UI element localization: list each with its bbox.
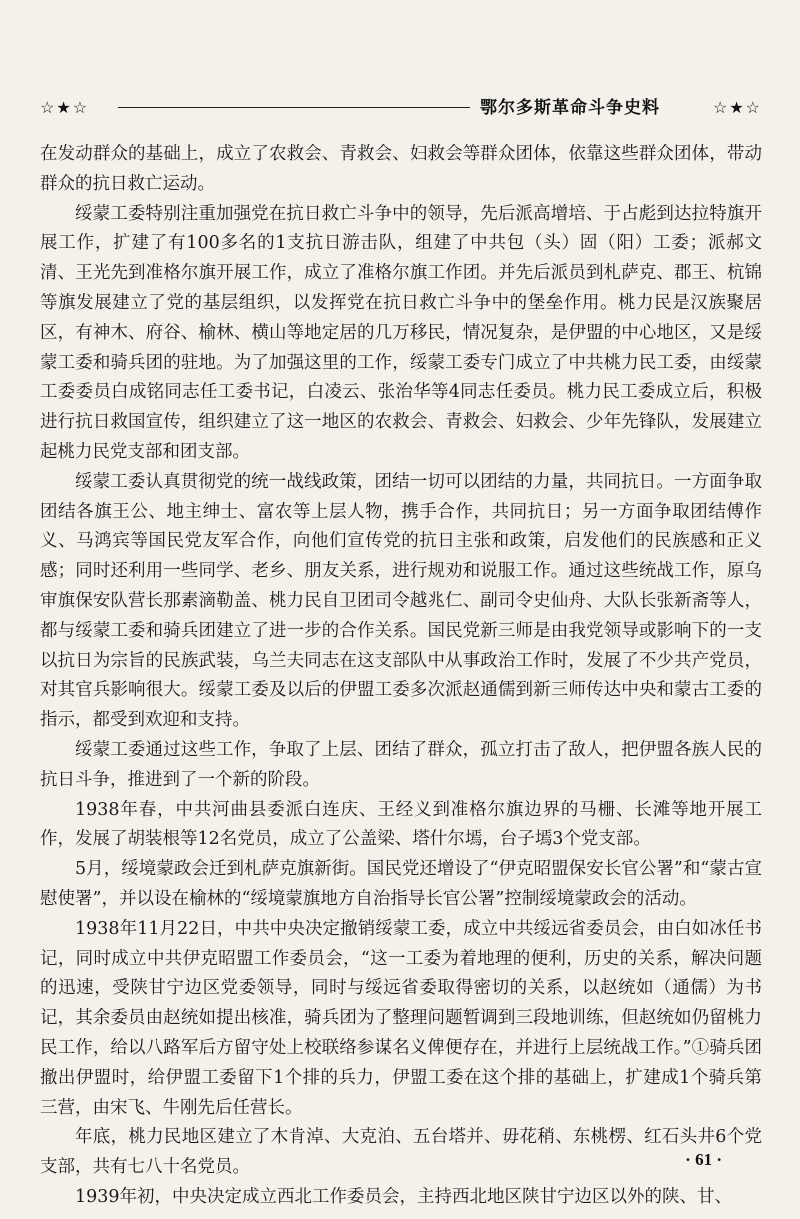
paragraph-3: 绥蒙工委认真贯彻党的统一战线政策，团结一切可以团结的力量，共同抗日。一方面争取团结各旗王公、地主绅士、富农等上层人物，携手合作，共同抗日；另一方面争取团结傅作义、马鸿宾等国民党友军合作，向他们宣传党的抗日主张和政策，启发他们的民族感和正义感；同时还利用一些同学、老乡、朋友关系，进行规劝和说服工作。通过这些统战工作，原乌审旗保安队营长那素滴勒盖、桃力民自卫团司令越兆仁、副司令史仙舟、大队长张新斋等人，都与绥蒙工委和骑兵团建立了进一步的合作关系。国民党新三师是由我党领导或影响下的一支以抗日为宗旨的民族武装，乌兰夫同志在这支部队中从事政治工作时，发展了不少共产党员，对其官兵影响很大。绥蒙工委及以后的伊盟工委多次派赵通儒到新三师传达中央和蒙古工委的指示，都受到欢迎和支持。 (40, 471, 762, 731)
header-rule (118, 107, 470, 108)
body-text (40, 140, 762, 1213)
header-title: 鄂尔多斯革命斗争史料 (480, 98, 660, 118)
paragraph-1: 在发动群众的基础上，成立了农救会、青救会、妇救会等群众团体，依靠这些群众团体，带动群众的抗日救亡运动。 (40, 144, 762, 194)
paragraph-9: 1939年初，中央决定成立西北工作委员会，主持西北地区陕甘宁边区以外的陕、甘、 (75, 1186, 733, 1207)
paragraph-8: 年底，桃力民地区建立了木肯淖、大克泊、五台塔并、毋花稍、东桃楞、红石头井6个党支部，共有七八十名党员。 (40, 1127, 762, 1178)
paragraph-4: 绥蒙工委通过这些工作，争取了上层、团结了群众，孤立打击了敌人，把伊盟各族人民的抗日斗争，推进到了一个新的阶段。 (40, 739, 762, 790)
running-header (40, 96, 762, 120)
header-stars-left: ☆★☆ (40, 98, 90, 117)
page-number: · 61 · (685, 1150, 722, 1169)
header-stars-right: ☆★☆ (712, 98, 762, 117)
paragraph-6: 5月，绥境蒙政会迁到札萨克旗新街。国民党还增设了“伊克昭盟保安长官公署”和“蒙古宣慰使署”，并以设在榆林的“绥境蒙旗地方自治指导长官公署”控制绥境蒙政会的活动。 (40, 859, 762, 909)
paragraph-2: 绥蒙工委特别注重加强党在抗日救亡斗争中的领导，先后派高增培、于占彪到达拉特旗开展工作，扩建了有100多名的1支抗日游击队，组建了中共包（头）固（阳）工委；派郝文清、王光先到准格尔旗开展工作，成立了准格尔旗工作团。并先后派员到札萨克、郡王、杭锦等旗发展建立了党的基层组织，以发挥党在抗日救亡斗争中的堡垒作用。桃力民是汉族聚居区，有神木、府谷、榆林、横山等地定居的几万移民，情况复杂，是伊盟的中心地区，又是绥蒙工委和骑兵团的驻地。为了加强这里的工作，绥蒙工委专门成立了中共桃力民工委，由绥蒙工委委员白成铭同志任工委书记，白凌云、张治华等4同志任委员。桃力民工委成立后，积极进行抗日救国宣传，组织建立了这一地区的农救会、青救会、妇救会、少年先锋队，发展建立起桃力民党支部和团支部。 (40, 203, 762, 462)
paragraph-5: 1938年春，中共河曲县委派白连庆、王经义到准格尔旗边界的马栅、长滩等地开展工作，发展了胡装根等12名党员，成立了公盖梁、塔什尔墕，台子墕3个党支部。 (40, 799, 762, 850)
paragraph-7: 1938年11月22日，中共中央决定撤销绥蒙工委，成立中共绥远省委员会，由白如冰任书记，同时成立中共伊克昭盟工作委员会，“这一工委为着地理的便利，历史的关系，解决问题的迅速，受陕甘宁边区党委领导，同时与绥远省委取得密切的关系，以赵统如（通儒）为书记，其余委员由赵统如提出核准，骑兵团为了整理问题暂调到三段地训练，但赵统如仍留桃力民工作，给以八路军后方留守处上校联络参谋名义俾便存在，并进行上层统战工作。”①骑兵团撤出伊盟时，给伊盟工委留下1个排的兵力，伊盟工委在这个排的基础上，扩建成1个骑兵第三营，由宋飞、牛刚先后任营长。 (40, 918, 762, 1118)
